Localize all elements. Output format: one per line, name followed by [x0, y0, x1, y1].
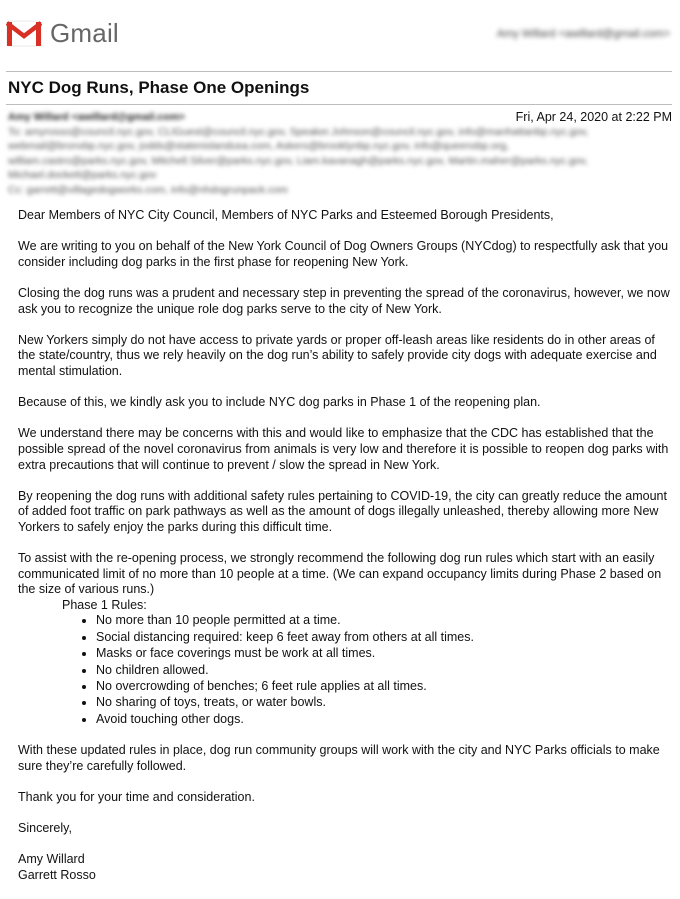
subject-divider — [6, 104, 672, 105]
rule-item: • No sharing of toys, treats, or water bowls. — [96, 695, 670, 711]
rule-item: • Social distancing required: keep 6 feet away from others at all times. — [96, 630, 670, 646]
paragraph: New Yorkers simply do not have access to private yards or proper off-leash areas like residents do in other areas of the state/country, thus we rely heavily on the dog run’s ability to safely provide city dogs with adequate exercise and mental stimulation. — [18, 332, 657, 378]
paragraph: Because of this, we kindly ask you to include NYC dog parks in Phase 1 of the reopening plan. — [18, 395, 541, 410]
rules-list — [18, 613, 670, 727]
recipients-line: webmail@bronxbp.nyc.gov, jodds@statenislandusa.com, Askers@brooklynbp.nyc.gov, info@queensbp.org, — [8, 140, 510, 153]
gmail-logo — [6, 18, 119, 49]
account-email: Amy Willard <awillard@gmail.com> — [496, 28, 670, 40]
gmail-envelope-icon — [6, 20, 42, 47]
email-meta — [8, 110, 589, 198]
cc-line: Cc: garrett@villagedogworks.com, info@nhdogrunpack.com — [8, 183, 288, 196]
closing: Sincerely, — [18, 820, 72, 835]
email-body — [18, 208, 670, 883]
paragraph: To assist with the re-opening process, we strongly recommend the following dog run rules which start with an easily communicated limit of no more than 10 people at a time. (We can expand occupancy limits during Phase 2 based on the size of various runs.) — [18, 551, 662, 597]
paragraph: By reopening the dog runs with additional safety rules pertaining to COVID-19, the city can greatly reduce the amount of added foot traffic on park pathways as well as the amount of dogs illegally unleashed, thereby allowing more New Yorkers to safely enjoy the parks during this difficult time. — [18, 488, 667, 534]
signature-name: Garrett Rosso — [18, 867, 96, 882]
signature-name: Amy Willard — [18, 852, 85, 867]
paragraph: Closing the dog runs was a prudent and necessary step in preventing the spread of the coronavirus, however, we now ask you to recognize the unique role dog parks serve to the city of New York. — [18, 285, 670, 316]
rule-item: • No overcrowding of benches; 6 feet rule applies at all times. — [96, 679, 670, 695]
gmail-wordmark: Gmail — [50, 18, 119, 48]
email-date: Fri, Apr 24, 2020 at 2:22 PM — [515, 110, 672, 124]
email-subject: NYC Dog Runs, Phase One Openings — [8, 78, 310, 97]
recipients-line: william.castro@parks.nyc.gov, Mitchell.Silver@parks.nyc.gov, Liam.kavanagh@parks.nyc.gov, Martin.maher@parks.nyc.gov, — [8, 154, 588, 167]
paragraph: We are writing to you on behalf of the New York Council of Dog Owners Groups (NYCdog) to respectfully ask that you consider including dog parks in the first phase for reopening New York. — [18, 239, 669, 269]
paragraph: With these updated rules in place, dog run community groups will work with the city and NYC Parks officials to make sure they’re carefully followed. — [18, 742, 660, 773]
header-divider — [6, 71, 672, 72]
recipients-line: Michael.dockett@parks.nyc.gov — [8, 169, 157, 182]
paragraph: We understand there may be concerns with this and would like to emphasize that the CDC has established that the possible spread of the novel coronavirus from animals is very low and therefore it is possible to reopen dog parks with extra precautions that will continue to prevent / slow the spread in New York. — [18, 426, 669, 472]
rule-item: • Masks or face coverings must be work at all times. — [96, 646, 670, 662]
greeting: Dear Members of NYC City Council, Members of NYC Parks and Esteemed Borough Presidents, — [18, 208, 554, 222]
rule-item: • No children allowed. — [96, 663, 670, 679]
paragraph: Thank you for your time and consideration. — [18, 789, 255, 804]
rule-item: • Avoid touching other dogs. — [96, 712, 670, 728]
recipients-line: To: amyrosso@council.nyc.gov, CLIGuest@council.nyc.gov, Speaker.Johnson@council.nyc.gov, info@manhattanbp.nyc.gov, — [8, 125, 589, 138]
print-header — [0, 0, 680, 72]
rules-label: Phase 1 Rules: — [62, 597, 147, 612]
rule-item: • No more than 10 people permitted at a time. — [96, 613, 670, 629]
sender: Amy Willard <awillard@gmail.com> — [8, 111, 186, 123]
